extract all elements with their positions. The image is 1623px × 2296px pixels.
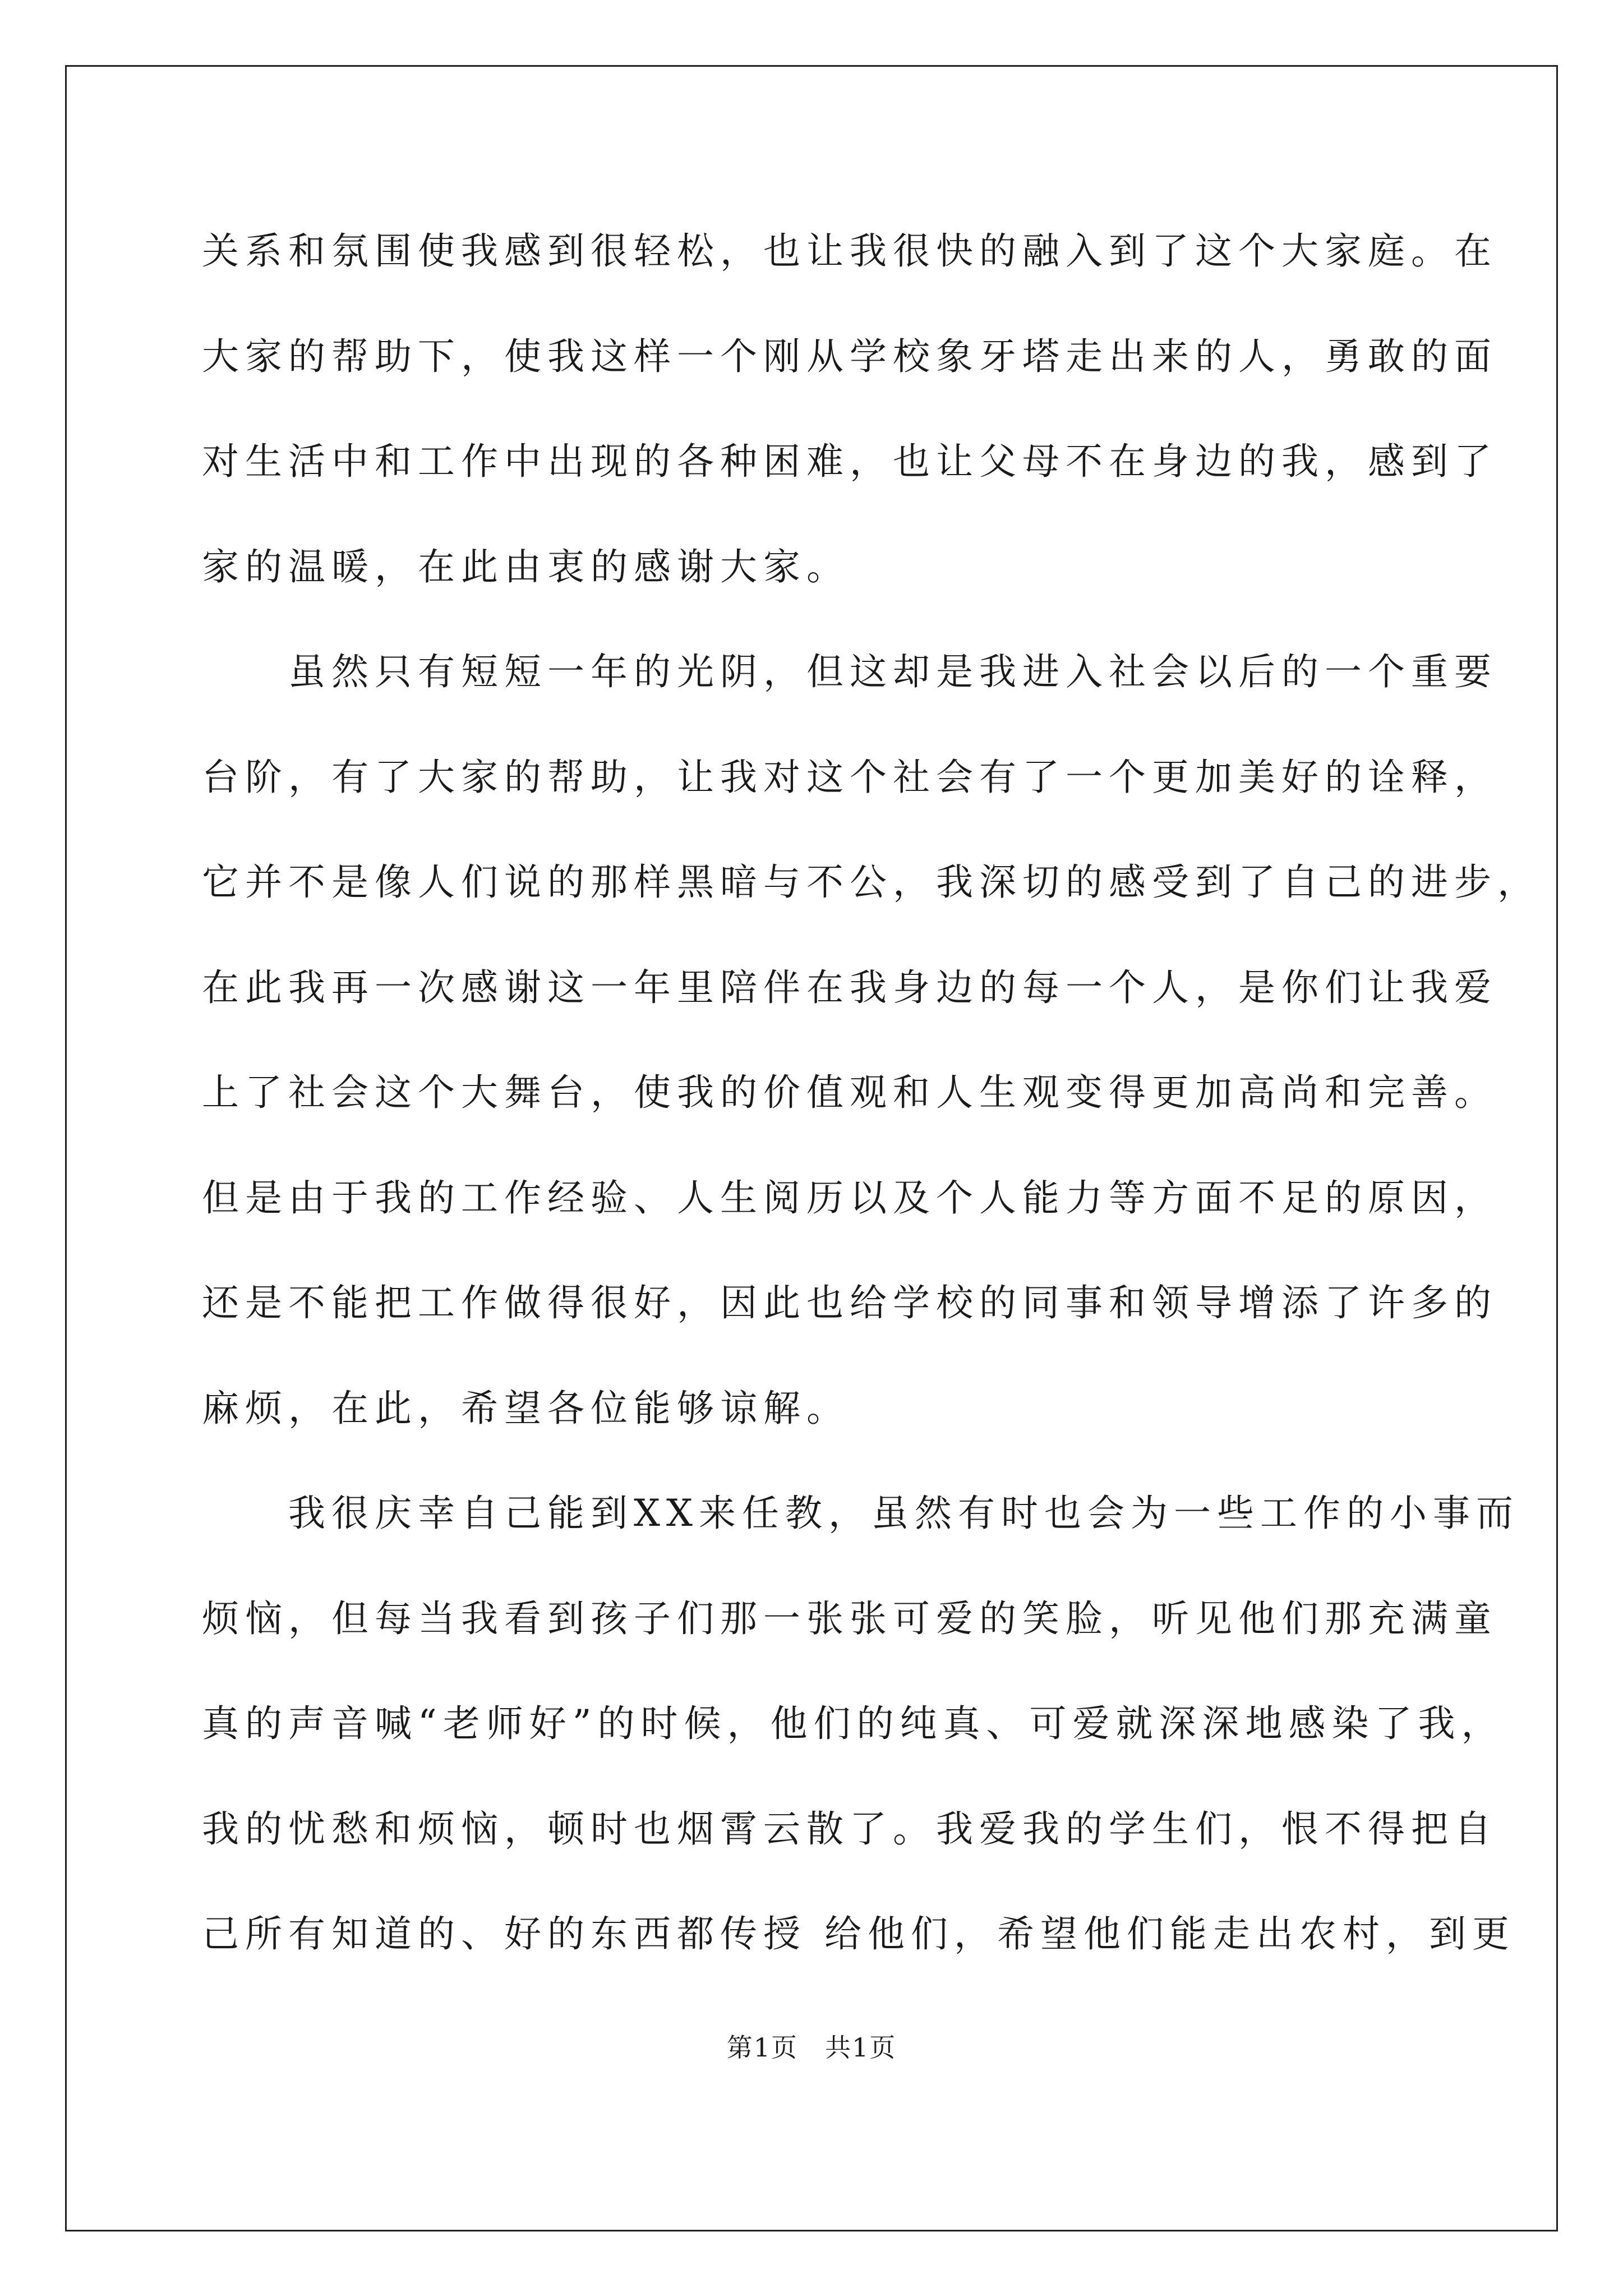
text-line: 它并不是像人们说的那样黑暗与不公，我深切的感受到了自己的进步， — [202, 861, 1541, 904]
text-line: 还是不能把工作做得很好，因此也给学校的同事和领导增添了许多的 — [202, 1281, 1497, 1324]
text-line: 但是由于我的工作经验、人生阅历以及个人能力等方面不足的原因， — [202, 1176, 1497, 1220]
text-line: 真的声音喊“老师好”的时候，他们的纯真、可爱就深深地感染了我， — [202, 1702, 1505, 1745]
text-line: 上了社会这个大舞台，使我的价值观和人生观变得更加高尚和完善。 — [202, 1071, 1497, 1114]
text-line: 我很庆幸自己能到XX来任教，虽然有时也会为一些工作的小事而 — [202, 1492, 1519, 1535]
text-line: 大家的帮助下，使我这样一个刚从学校象牙塔走出来的人，勇敢的面 — [202, 334, 1497, 378]
text-line: 在此我再一次感谢这一年里陪伴在我身边的每一个人，是你们让我爱 — [202, 965, 1497, 1009]
text-line: 虽然只有短短一年的光阴，但这却是我进入社会以后的一个重要 — [202, 650, 1497, 693]
text-line: 烦恼，但每当我看到孩子们那一张张可爱的笑脸，听见他们那充满童 — [202, 1596, 1497, 1640]
text-line: 对生活中和工作中出现的各种困难，也让父母不在身边的我，感到了 — [202, 440, 1497, 483]
text-line: 我的忧愁和烦恼，顿时也烟霄云散了。我爱我的学生们，恨不得把自 — [202, 1807, 1497, 1851]
text-line: 台阶，有了大家的帮助，让我对这个社会有了一个更加美好的诠释， — [202, 755, 1497, 799]
document-body — [202, 218, 1541, 2006]
text-line: 家的温暖，在此由衷的感谢大家。 — [202, 545, 850, 588]
text-line: 关系和氛围使我感到很轻松，也让我很快的融入到了这个大家庭。在 — [202, 229, 1497, 273]
text-line: 己所有知道的、好的东西都传授 给他们，希望他们能走出农村，到更 — [202, 1912, 1515, 1955]
text-line: 麻烦，在此，希望各位能够谅解。 — [202, 1386, 850, 1430]
page-number: 第1页 共1页 — [726, 2032, 897, 2063]
